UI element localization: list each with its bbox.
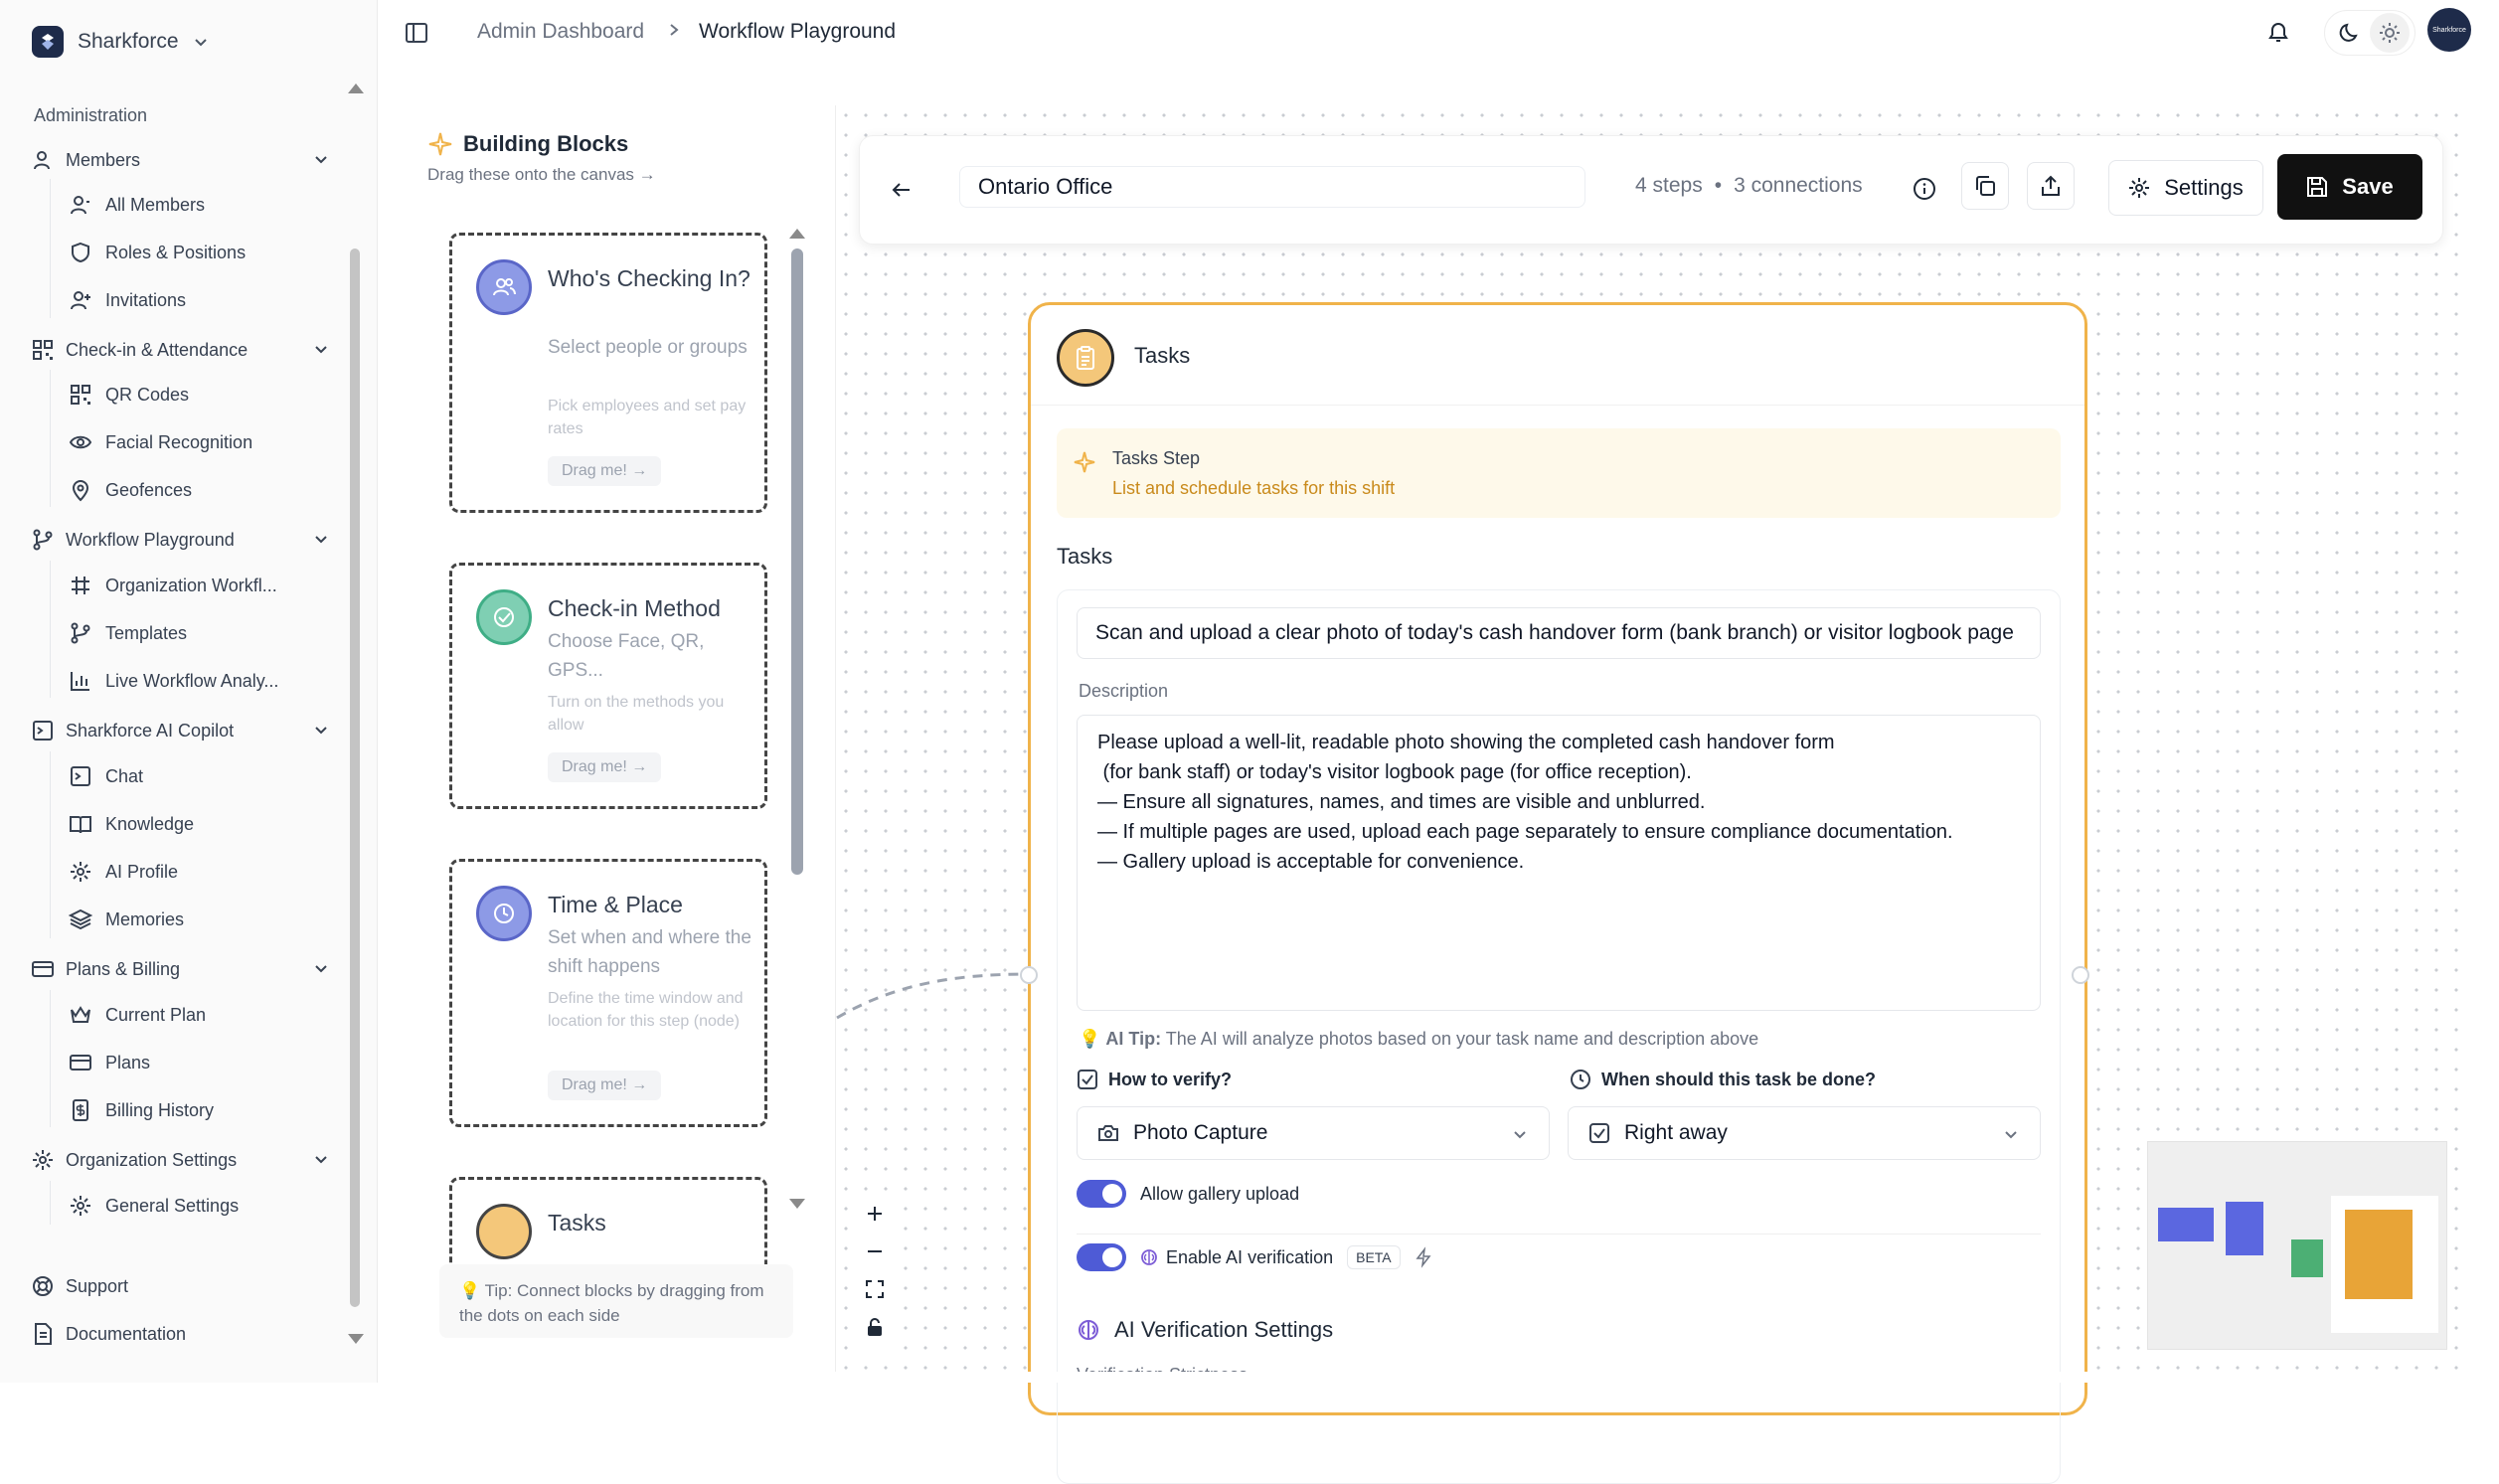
theme-toggle[interactable] [2324, 10, 2416, 56]
beta-badge: BETA [1347, 1245, 1401, 1269]
sidebar-item-billing-history[interactable]: Billing History [70, 1093, 298, 1127]
task-name-input[interactable]: Scan and upload a clear photo of today's cash handover form (bank branch) or visitor logbook page [1077, 607, 2041, 659]
sparkle-icon [1073, 450, 1096, 474]
connections-count: 3 connections [1734, 174, 1863, 197]
minimap-node [2226, 1202, 2263, 1255]
sidebar-group-workflow[interactable]: Workflow Playground [32, 523, 330, 557]
sidebar-group-plans-billing[interactable]: Plans & Billing [32, 952, 330, 986]
sidebar-item-documentation[interactable]: Documentation [32, 1317, 330, 1351]
fit-view-icon[interactable] [855, 1270, 895, 1308]
sidebar-item-ai-profile[interactable]: AI Profile [70, 855, 298, 889]
minimap-node [2345, 1210, 2413, 1299]
user-icon [32, 149, 54, 171]
sidebar-item-qr-codes[interactable]: QR Codes [70, 378, 298, 412]
moon-icon[interactable] [2330, 22, 2370, 44]
clock-icon [476, 886, 532, 941]
sidebar-item-knowledge[interactable]: Knowledge [70, 807, 298, 841]
user-plus-icon [70, 289, 91, 311]
chevron-down-icon [312, 722, 330, 740]
sidebar-item-all-members[interactable]: All Members [70, 188, 298, 222]
node-input-handle[interactable] [1020, 966, 1038, 984]
workflow-toolbar [859, 135, 2443, 245]
chevron-down-icon [193, 34, 209, 50]
block-card-hint: Pick employees and set pay rates [548, 398, 747, 437]
sparkle-icon [427, 131, 453, 157]
zoom-out-icon[interactable] [855, 1233, 895, 1270]
breadcrumb-separator-icon [666, 18, 682, 42]
sharkforce-logo-icon [32, 26, 64, 58]
steps-count: 4 steps [1635, 174, 1703, 197]
sidebar-item-facial-recognition[interactable]: Facial Recognition [70, 425, 298, 459]
canvas-controls [855, 1195, 895, 1354]
chevron-down-icon [312, 960, 330, 978]
block-card-hint: Turn on the methods you allow [548, 694, 725, 734]
lifebuoy-icon [32, 1275, 54, 1297]
map-pin-icon [70, 479, 91, 501]
tasks-node[interactable] [1028, 302, 2087, 1415]
sidebar-item-general-settings[interactable]: General Settings [70, 1189, 298, 1223]
sidebar-group-members[interactable]: Members [32, 143, 330, 177]
share-button[interactable] [2027, 162, 2075, 210]
chevron-down-icon [312, 531, 330, 549]
breadcrumb-admin-dashboard[interactable]: Admin Dashboard [477, 20, 645, 43]
qr-icon [32, 339, 54, 361]
canvas-bottom-edge [835, 1372, 2499, 1383]
qr-icon [70, 384, 91, 406]
sun-icon[interactable] [2370, 13, 2410, 53]
sidebar-item-plans[interactable]: Plans [70, 1046, 298, 1079]
node-title: Tasks [1134, 343, 1191, 368]
sidebar-item-roles[interactable]: Roles & Positions [70, 236, 298, 269]
sidebar-group-checkin[interactable]: Check-in & Attendance [32, 333, 330, 367]
ai-brain-icon [1077, 1318, 1100, 1342]
blocks-scrollbar[interactable] [791, 248, 803, 875]
terminal-icon [70, 765, 91, 787]
breadcrumb-workflow-playground: Workflow Playground [699, 20, 897, 43]
chevron-down-icon [312, 341, 330, 359]
back-arrow-icon[interactable] [884, 172, 919, 208]
checkbox-icon [1077, 1069, 1098, 1090]
drag-me-button[interactable]: Drag me! → [548, 456, 661, 486]
sidebar-item-invitations[interactable]: Invitations [70, 283, 298, 317]
save-icon [2306, 176, 2328, 198]
minimap-node [2291, 1239, 2323, 1277]
ai-verification-toggle[interactable] [1077, 1243, 1126, 1271]
when-select[interactable]: Right away [1568, 1106, 2041, 1160]
gallery-upload-toggle[interactable] [1077, 1180, 1126, 1208]
description-textarea[interactable]: Please upload a well-lit, readable photo showing the completed cash handover form (for bank staff) or today's visitor logbook page (for office reception). — Ensure all signatures, names, and times are visible and unblurred. — If multiple pages are used, upload each page separately to ensure compliance documentation. — Gallery upload is acceptable for convenience. [1077, 715, 2041, 1011]
duplicate-button[interactable] [1961, 162, 2009, 210]
connection-edge[interactable] [835, 954, 1034, 1034]
camera-icon [1097, 1122, 1119, 1144]
sidebar-item-current-plan[interactable]: Current Plan [70, 998, 298, 1032]
minimap-node [2158, 1208, 2214, 1241]
building-blocks-subtitle: Drag these onto the canvas → [427, 165, 656, 184]
sidebar-scrollbar[interactable] [350, 248, 360, 1307]
clock-icon [1570, 1069, 1591, 1090]
tasks-section-label: Tasks [1057, 544, 1113, 569]
sidebar [0, 0, 378, 1383]
gear-icon [2128, 177, 2150, 199]
when-label-row: When should this task be done? [1570, 1069, 1876, 1090]
bell-icon[interactable] [2262, 16, 2294, 48]
chevron-down-icon [312, 1151, 330, 1169]
sidebar-item-chat[interactable]: Chat [70, 759, 298, 793]
blocks-scroll-up-icon[interactable] [789, 229, 805, 239]
chat-square-icon [32, 720, 54, 742]
user-icon [70, 194, 91, 216]
zoom-in-icon[interactable] [855, 1195, 895, 1233]
sidebar-item-live-workflow-analytics[interactable]: Live Workflow Analy... [70, 664, 298, 698]
layers-icon [70, 908, 91, 930]
block-card-title: Who's Checking In? [548, 265, 750, 291]
block-card-title: Time & Place [548, 892, 683, 917]
check-circle-icon [476, 589, 532, 645]
eye-icon [70, 431, 91, 453]
lock-icon[interactable] [855, 1308, 895, 1346]
users-icon [476, 259, 532, 315]
crown-icon [70, 1004, 91, 1026]
workflow-stats [1635, 174, 1863, 198]
ai-tip: 💡 AI Tip: The AI will analyze photos based on your task name and description above [1079, 1029, 1759, 1049]
scroll-down-icon[interactable] [348, 1334, 364, 1344]
sidebar-item-templates[interactable]: Templates [70, 616, 298, 650]
sidebar-item-organization-workflows[interactable]: Organization Workfl... [70, 569, 298, 602]
scroll-up-icon[interactable] [348, 83, 364, 93]
connect-tip: 💡 Tip: Connect blocks by dragging from the dots on each side [439, 1264, 793, 1338]
drag-me-button[interactable]: Drag me! → [548, 752, 661, 782]
receipt-icon [70, 1099, 91, 1121]
node-output-handle[interactable] [2072, 966, 2089, 984]
git-branch-icon [32, 529, 54, 551]
ai-verification-row: Enable AI verification BETA [1077, 1243, 1432, 1271]
blocks-scroll-down-icon[interactable] [789, 1199, 805, 1209]
credit-card-icon [70, 1052, 91, 1073]
hash-icon [70, 575, 91, 596]
block-card-checkin-method[interactable] [449, 563, 767, 809]
gear-icon [70, 861, 91, 883]
description-label: Description [1079, 681, 1169, 701]
gear-icon [32, 1149, 54, 1171]
ai-brain-icon [1140, 1248, 1158, 1266]
sidebar-item-support[interactable]: Support [32, 1269, 330, 1303]
drag-me-button[interactable]: Drag me! → [548, 1071, 661, 1100]
building-blocks-title: Building Blocks [463, 131, 629, 156]
block-card-whos-checking-in[interactable] [449, 233, 767, 513]
block-card-title: Check-in Method [548, 595, 721, 621]
upload-icon [2039, 174, 2063, 198]
section-label-administration: Administration [34, 105, 148, 125]
copy-icon [1973, 174, 1997, 198]
block-card-desc: Set when and where the shift happens [548, 927, 751, 977]
document-icon [32, 1323, 54, 1345]
git-branch-icon [70, 622, 91, 644]
verify-label-row: How to verify? [1077, 1069, 1232, 1090]
sidebar-group-org-settings[interactable]: Organization Settings [32, 1143, 330, 1177]
shield-icon [70, 242, 91, 263]
bar-chart-icon [70, 670, 91, 692]
step-subtitle: List and schedule tasks for this shift [1112, 478, 1396, 498]
sidebar-item-geofences[interactable]: Geofences [70, 473, 298, 507]
chevron-down-icon [2002, 1126, 2020, 1144]
clipboard-icon [1057, 329, 1114, 387]
block-card-title: Tasks [548, 1210, 606, 1236]
credit-card-icon [32, 958, 54, 980]
book-icon [70, 813, 91, 835]
workflow-name-input[interactable]: Ontario Office [959, 166, 1585, 208]
sidebar-item-memories[interactable]: Memories [70, 903, 298, 936]
sidebar-group-ai-copilot[interactable]: Sharkforce AI Copilot [32, 714, 330, 747]
tasks-step-banner [1057, 428, 2061, 518]
info-icon[interactable] [1908, 172, 1941, 206]
gear-icon [70, 1195, 91, 1217]
gallery-upload-row: Allow gallery upload [1077, 1180, 1299, 1208]
org-name: Sharkforce [78, 30, 179, 53]
settings-button[interactable]: Settings [2108, 160, 2263, 216]
save-button[interactable]: Save [2277, 154, 2422, 220]
block-card-desc: Choose Face, QR, GPS... [548, 631, 705, 681]
block-card-desc: Select people or groups [548, 337, 748, 358]
chevron-down-icon [312, 151, 330, 169]
block-card-time-place[interactable] [449, 859, 767, 1127]
minimap[interactable] [2147, 1141, 2447, 1350]
ai-verification-settings-header: AI Verification Settings [1077, 1317, 1333, 1343]
verify-method-select[interactable]: Photo Capture [1077, 1106, 1550, 1160]
avatar[interactable]: Sharkforce [2427, 8, 2471, 52]
chevron-down-icon [1511, 1126, 1529, 1144]
top-bar [378, 0, 2499, 66]
checkbox-icon [1588, 1122, 1610, 1144]
block-cards-viewport [408, 229, 785, 1236]
lightning-icon [1415, 1248, 1432, 1266]
sidebar-toggle-icon[interactable] [404, 20, 429, 46]
clipboard-icon [476, 1204, 532, 1259]
step-title: Tasks Step [1112, 448, 1201, 468]
stats-separator: • [1714, 174, 1723, 197]
block-card-hint: Define the time window and location for this step (node) [548, 990, 744, 1030]
org-switcher[interactable] [32, 24, 209, 60]
